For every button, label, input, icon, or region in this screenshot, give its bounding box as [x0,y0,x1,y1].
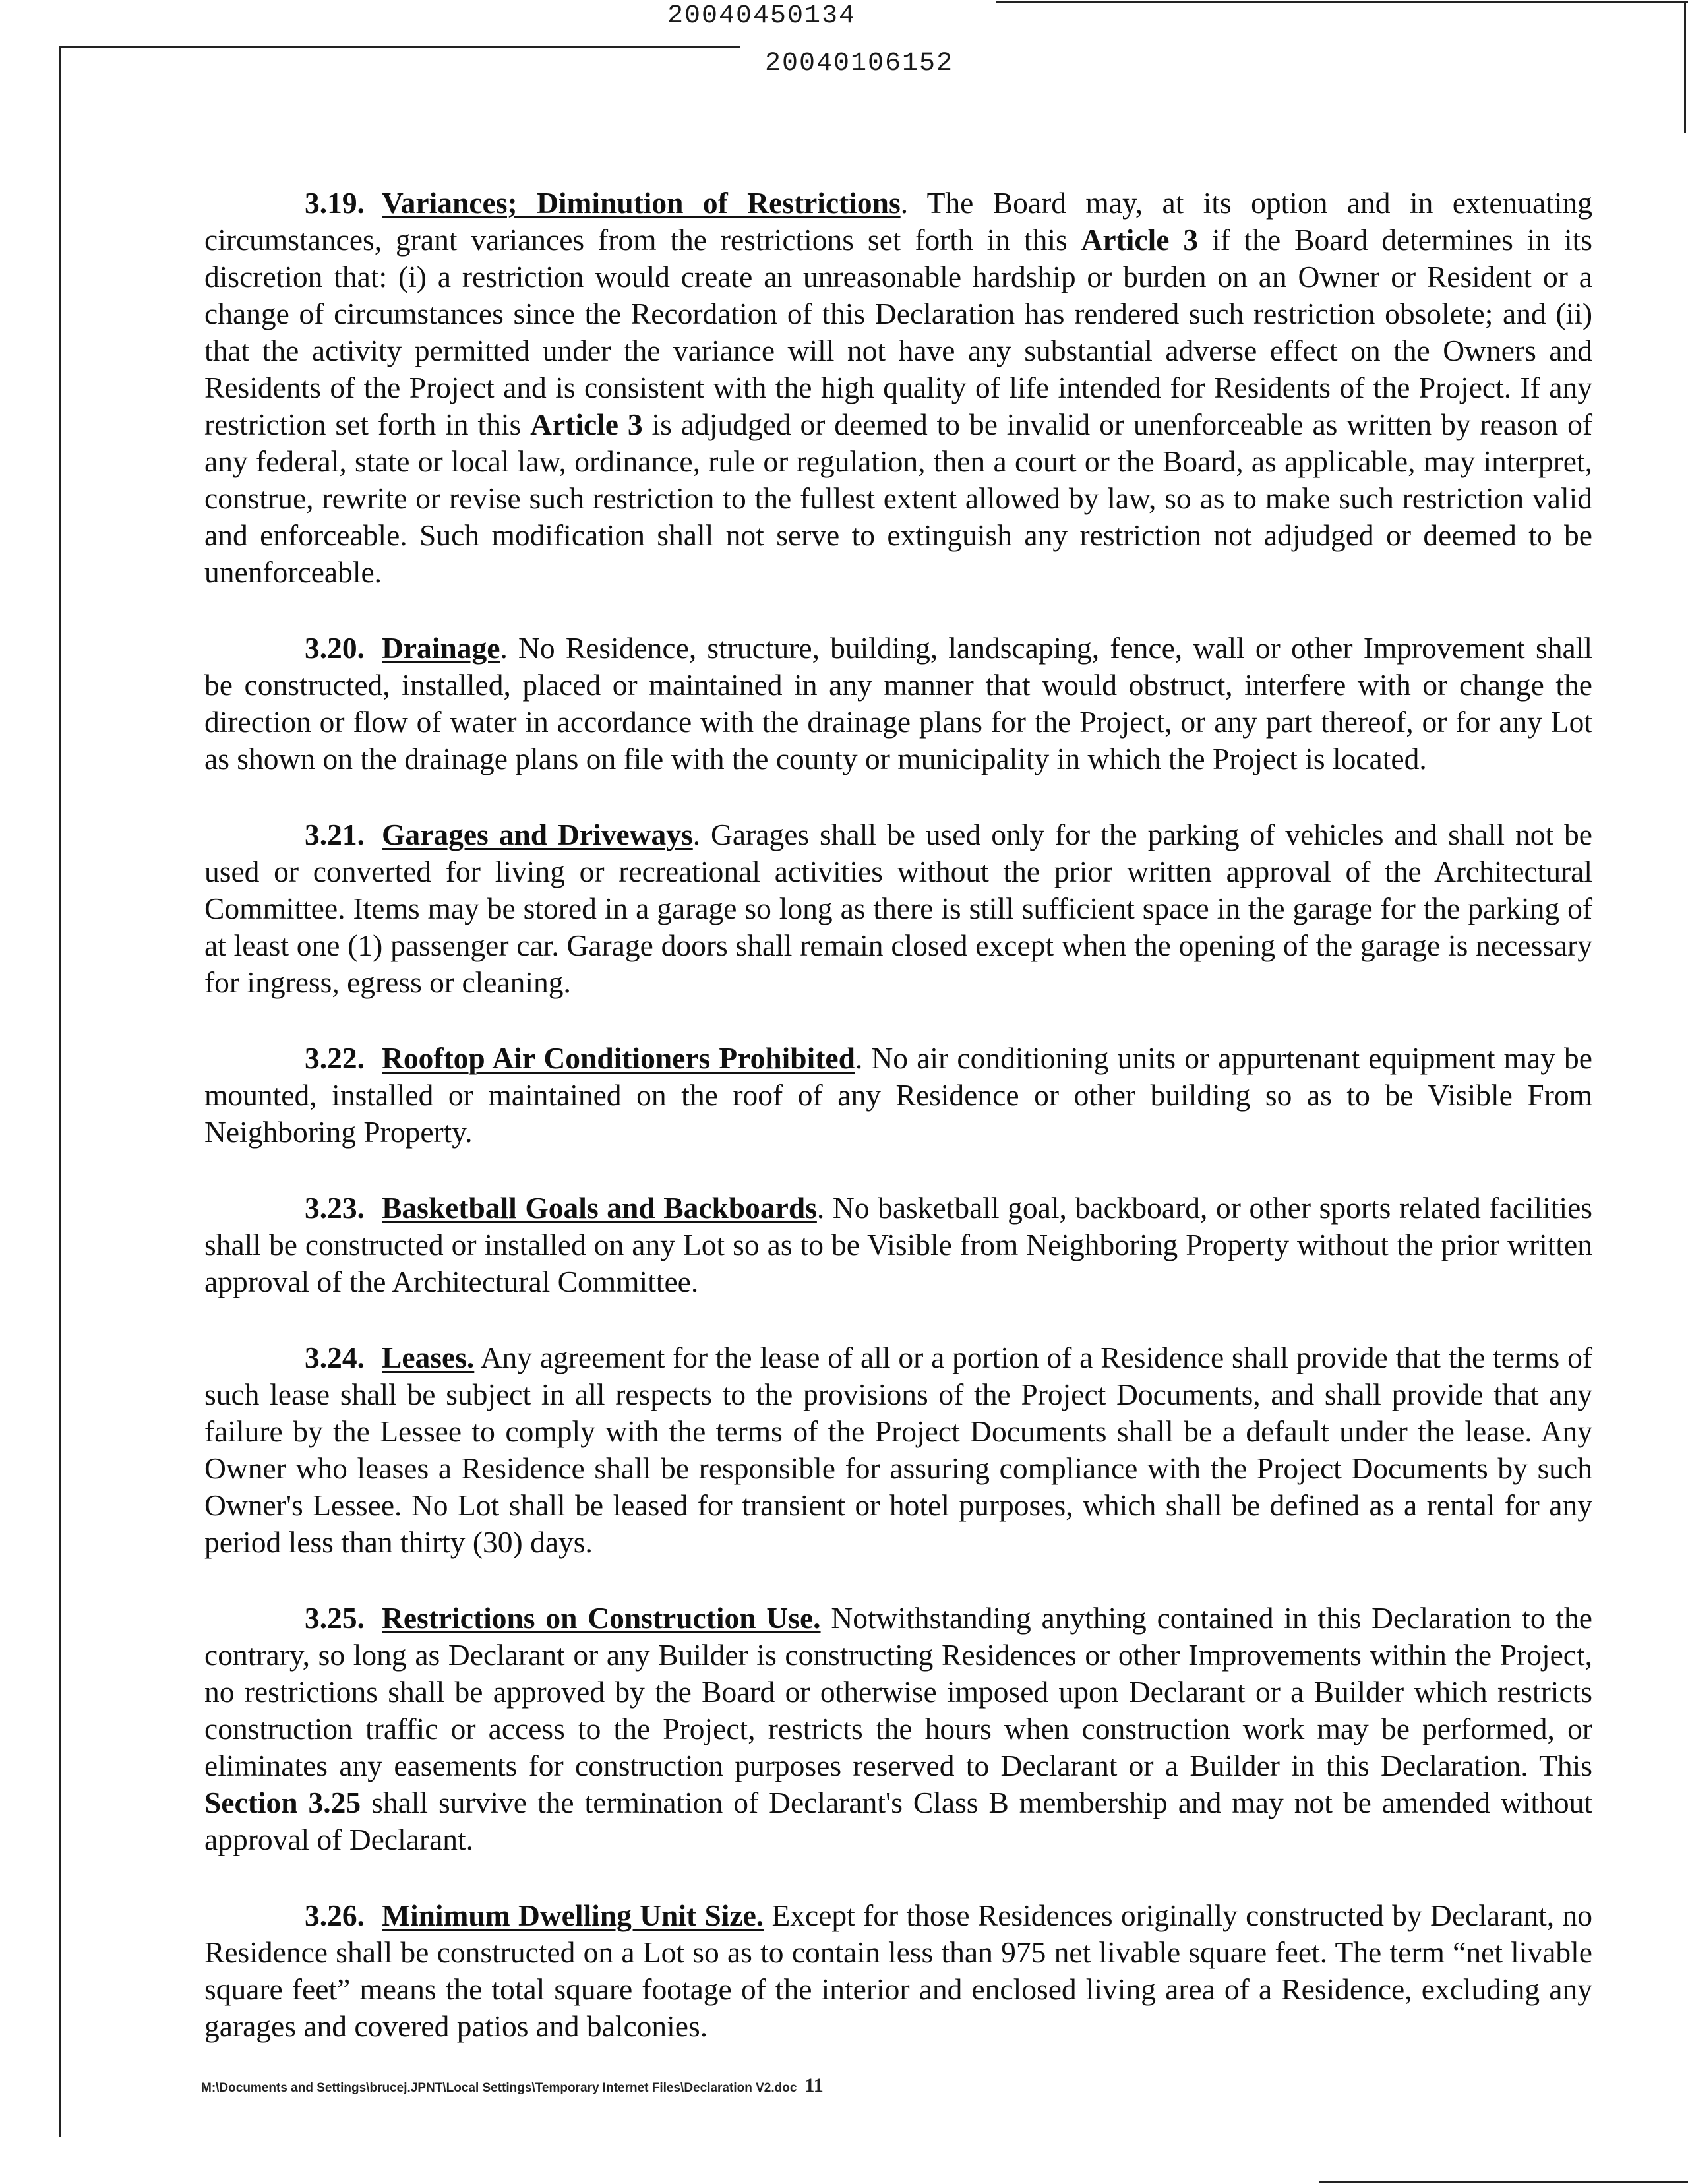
section-text: if the Board determines in its discretion that: (i) a restriction would create an unreasonable hardship or burden on an Owner or Resident or a change of circumstances since the Recordation of this Declaration has rendered such restriction obsolete; and (ii) that the activity permitted under the variance will not have any substantial adverse effect on the Owners and Residents of the Project and is consistent with the high quality of life intended for Residents of the Project. If any restriction set forth in this [204,223,1592,441]
footer-file-path: M:\Documents and Settings\brucej.JPNT\Local Settings\Temporary Internet Files\Declaration V2.doc [201,2081,797,2095]
frame-line-right [1684,1,1686,133]
section-text: . No basketball goal, backboard, or other sports related facilities shall be constructed or installed on any Lot so as to be Visible from Neighboring Property without the prior written approval of the Architectural Committee. [204,1191,1592,1298]
section-3-19 [204,185,1592,591]
footer [201,2075,824,2097]
section-title: Rooftop Air Conditioners Prohibited [382,1041,855,1075]
section-number: 3.20. [305,631,365,665]
section-number: 3.23. [305,1191,365,1225]
section-text: is adjudged or deemed to be invalid or unenforceable as written by reason of any federal, state or local law, ordinance, rule or regulation, then a court or the Board, as applicable, may interpret, construe, rewrite or revise such restriction to the fullest extent allowed by law, so as to make such restriction valid and enforceable. Such modification shall not serve to extinguish any restriction not adjudged or deemed to be unenforceable. [204,408,1592,589]
section-3-26 [204,1897,1592,2045]
section-text: . No Residence, structure, building, landscaping, fence, wall or other Improvement shall be constructed, installed, placed or maintained in any manner that would obstruct, interfere with or change the direction or flow of water in accordance with the drainage plans for the Project, or any part thereof, or for any Lot as shown on the drainage plans on file with the county or municipality in which the Project is located. [204,631,1592,775]
section-3-21 [204,816,1592,1001]
section-text: Any agreement for the lease of all or a portion of a Residence shall provide that the terms of such lease shall be subject in all respects to the provisions of the Project Documents, and shall provide that any failure by the Lessee to comply with the terms of the Project Documents shall be a default under the lease. Any Owner who leases a Residence shall be responsible for assuring compliance with the Project Documents by such Owner's Lessee. No Lot shall be leased for transient or hotel purposes, which shall be defined as a rental for any period less than thirty (30) days. [204,1341,1592,1559]
section-reference: Article 3 [530,408,643,441]
section-text: shall survive the termination of Declarant's Class B membership and may not be amended without approval of Declarant. [204,1786,1592,1856]
section-text: . No air conditioning units or appurtenant equipment may be mounted, installed or maintained on the roof of any Residence or other building so as to be Visible From Neighboring Property. [204,1041,1592,1149]
section-number: 3.25. [305,1601,365,1635]
section-reference: Section 3.25 [204,1786,361,1819]
section-reference: Article 3 [1081,223,1199,257]
document-number-top: 20040450134 [667,1,857,31]
frame-line-bottom [1319,2181,1688,2183]
section-3-24 [204,1339,1592,1561]
section-3-23 [204,1190,1592,1300]
section-number: 3.24. [305,1341,365,1374]
section-number: 3.19. [305,186,365,220]
section-title: Restrictions on Construction Use. [382,1601,821,1635]
frame-line-left [59,46,61,2137]
page-number: 11 [804,2075,824,2096]
section-title: Variances; Diminution of Restrictions [382,186,901,220]
section-number: 3.21. [305,818,365,851]
section-title: Garages and Driveways [382,818,693,851]
section-title: Basketball Goals and Backboards [382,1191,817,1225]
frame-line-top-right [996,1,1688,3]
section-number: 3.26. [305,1898,365,1932]
section-title: Drainage [382,631,500,665]
frame-line-top [61,46,740,48]
section-text: Notwithstanding anything contained in this Declaration to the contrary, so long as Declarant or any Builder is constructing Residences or other Improvements within the Project, no restrictions shall be approved by the Board or otherwise imposed upon Declarant or a Builder which restricts construction traffic or access to the Project, restricts the hours when construction work may be performed, or eliminates any easements for construction purposes reserved to Declarant or a Builder in this Declaration. This [204,1601,1592,1782]
document-body [204,185,1592,2084]
section-title: Minimum Dwelling Unit Size. [382,1898,764,1932]
section-text: . Garages shall be used only for the parking of vehicles and shall not be used or converted for living or recreational activities without the prior written approval of the Architectural Committee. Items may be stored in a garage so long as there is still sufficient space in the garage for the parking of at least one (1) passenger car. Garage doors shall remain closed except when the opening of the garage is necessary for ingress, egress or cleaning. [204,818,1592,999]
section-title: Leases. [382,1341,475,1374]
section-text: . The Board may, at its option and in extenuating circumstances, grant variances from the restrictions set forth in this [204,186,1592,257]
section-3-25 [204,1600,1592,1858]
section-number: 3.22. [305,1041,365,1075]
section-3-20 [204,630,1592,777]
section-text: Except for those Residences originally constructed by Declarant, no Residence shall be constructed on a Lot so as to contain less than 975 net livable square feet. The term “net livable square feet” means the total square footage of the interior and enclosed living area of a Residence, excluding any garages and covered patios and balconies. [204,1898,1592,2043]
section-3-22 [204,1040,1592,1151]
document-number-second: 20040106152 [765,49,954,78]
